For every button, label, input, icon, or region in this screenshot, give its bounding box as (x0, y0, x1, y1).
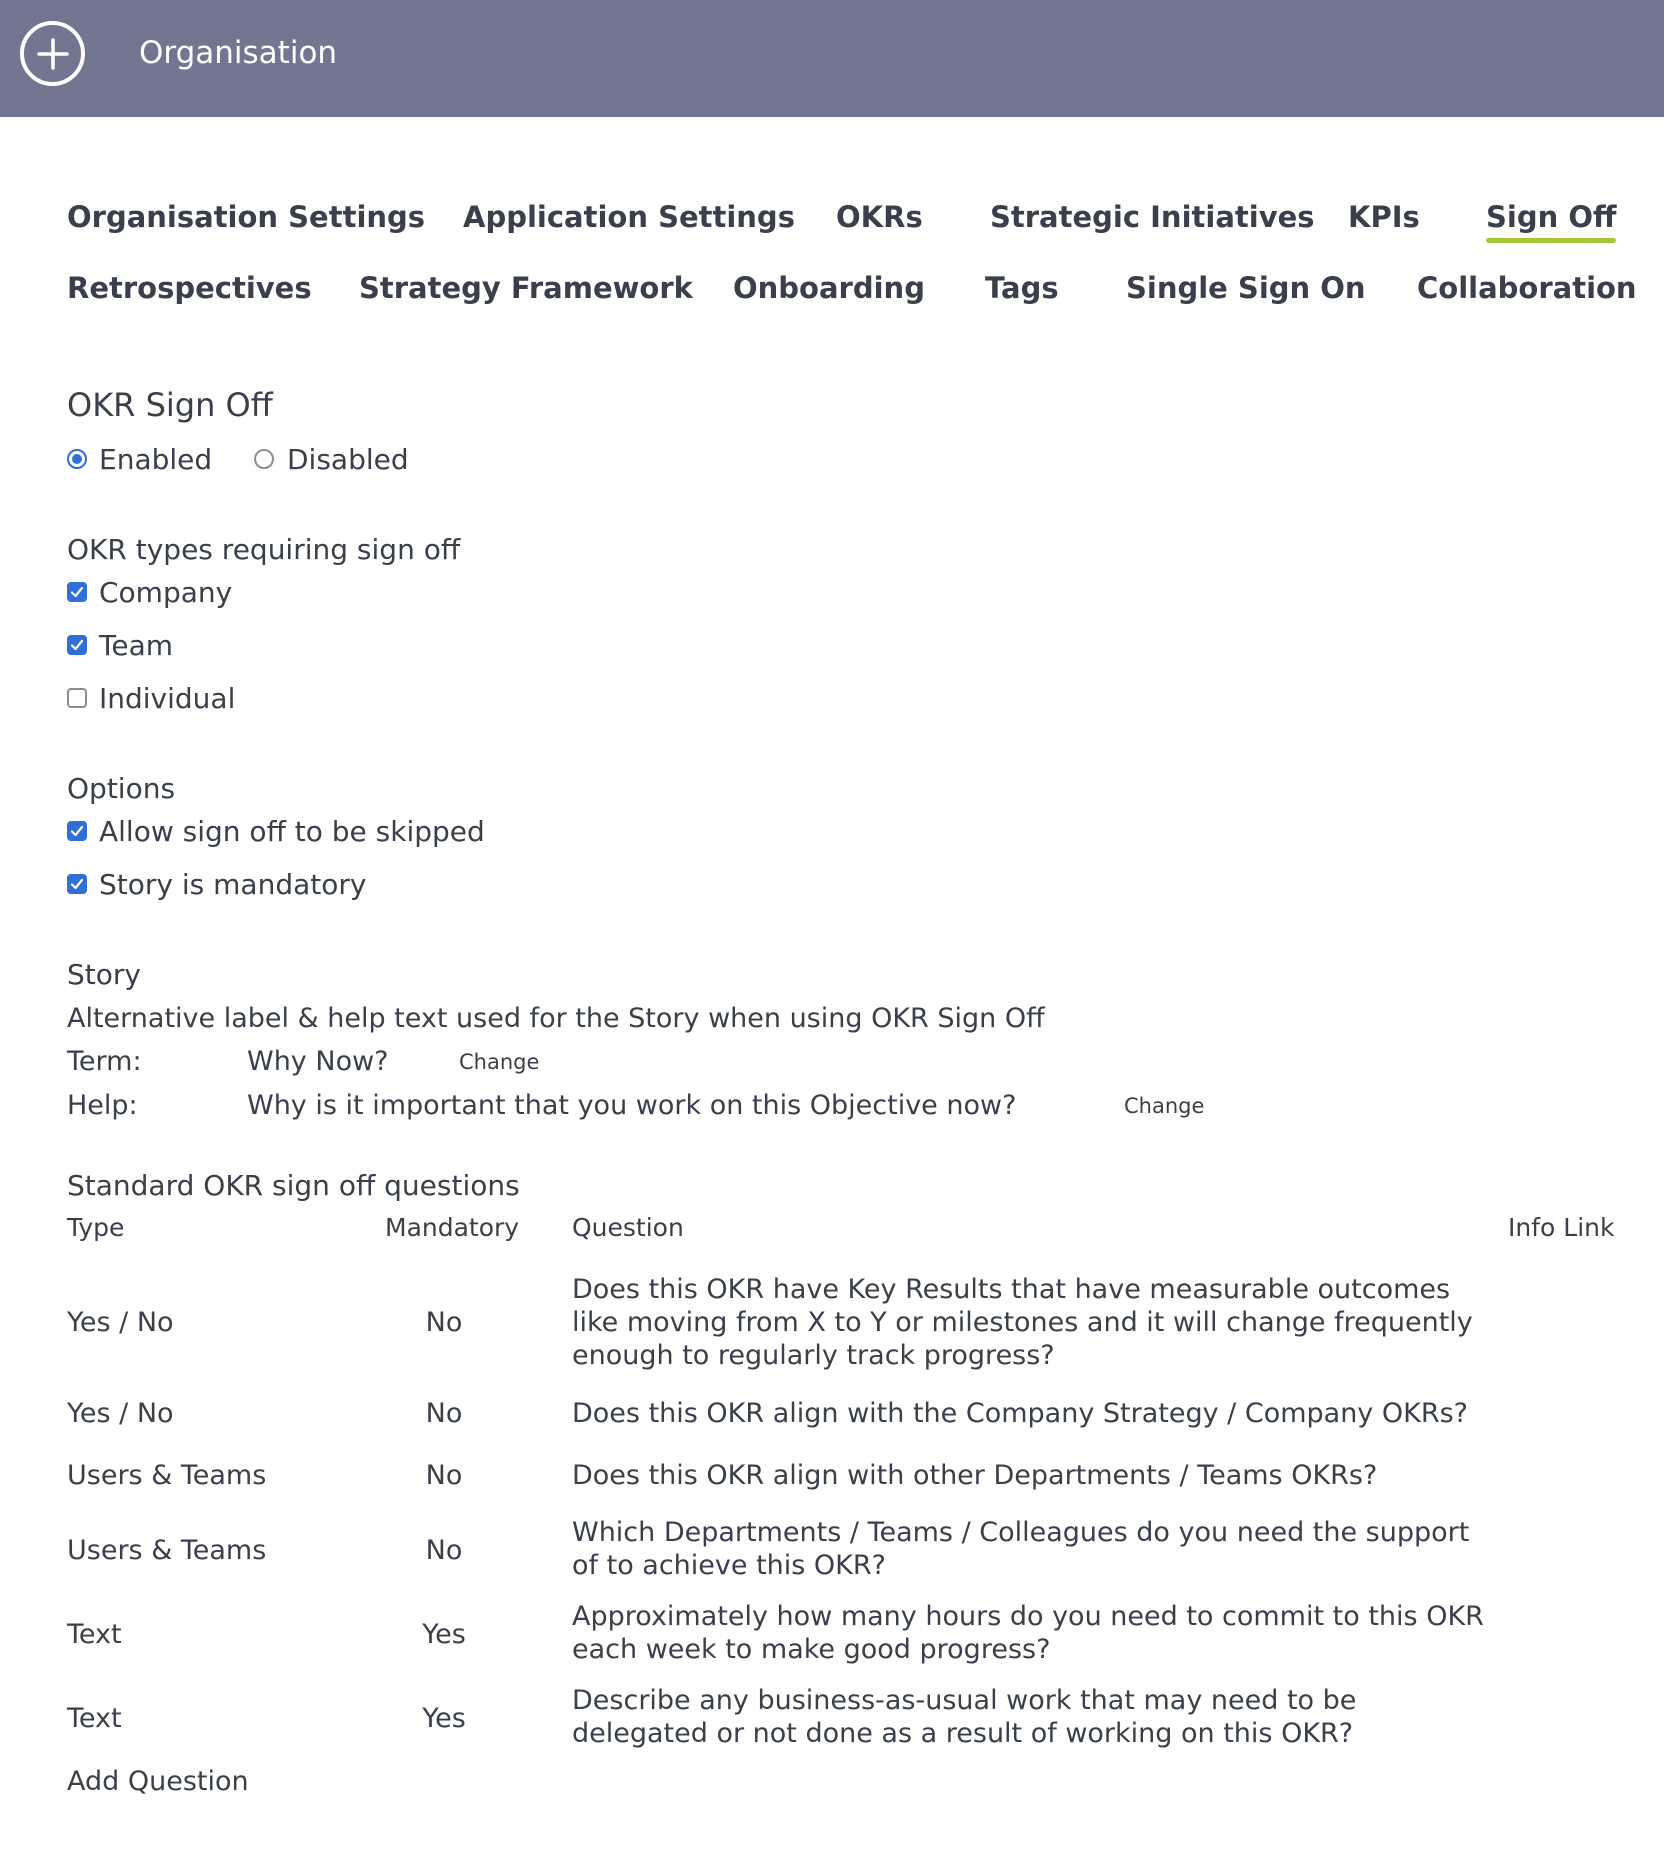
tab-retrospectives[interactable]: Retrospectives (67, 271, 312, 305)
row-type: Users & Teams (67, 1535, 267, 1566)
row-mandatory: No (425, 1307, 463, 1338)
row-question: Describe any business-as-usual work that may need to be delegated or not done as a result of working on this OKR? (572, 1685, 1357, 1749)
story-mandatory-label[interactable]: Story is mandatory (99, 868, 367, 901)
term-value: Why Now? (247, 1046, 389, 1077)
row-mandatory: Yes (422, 1619, 466, 1650)
row-question: Does this OKR have Key Results that have measurable outcomes like moving from X to Y or milestones and it will change frequently enough to regularly track progress? (572, 1274, 1473, 1371)
row-question: Does this OKR align with the Company Strategy / Company OKRs? (572, 1398, 1468, 1429)
tab-onboarding[interactable]: Onboarding (733, 271, 925, 305)
col-mandatory-header: Mandatory (385, 1213, 520, 1242)
story-description: Alternative label & help text used for the Story when using OKR Sign Off (67, 1003, 1045, 1034)
types-title: OKR types requiring sign off (67, 533, 461, 566)
app-header (0, 0, 1664, 117)
company-checkbox[interactable] (67, 582, 87, 602)
signoff-title: OKR Sign Off (67, 386, 273, 424)
tab-strategic-initiatives[interactable]: Strategic Initiatives (990, 200, 1315, 234)
story-title: Story (67, 958, 141, 991)
plus-circle-icon[interactable] (20, 21, 85, 86)
story-mandatory-checkbox[interactable] (67, 874, 87, 894)
tab-okrs[interactable]: OKRs (836, 200, 923, 234)
help-label: Help: (67, 1090, 138, 1121)
change-term-button[interactable]: Change (459, 1050, 540, 1074)
row-mandatory: No (425, 1535, 463, 1566)
allow-skip-checkbox[interactable] (67, 821, 87, 841)
add-question-button[interactable]: Add Question (67, 1766, 249, 1797)
help-value: Why is it important that you work on this Objective now? (247, 1090, 1017, 1121)
row-mandatory: No (425, 1398, 463, 1429)
tab-strategy-framework[interactable]: Strategy Framework (359, 271, 693, 305)
individual-checkbox[interactable] (67, 688, 87, 708)
row-question: Which Departments / Teams / Colleagues do you need the support of to achieve this OKR? (572, 1517, 1470, 1581)
row-type: Yes / No (67, 1307, 174, 1338)
options-title: Options (67, 772, 176, 805)
tab-kpis[interactable]: KPIs (1348, 200, 1420, 234)
row-mandatory: No (425, 1460, 463, 1491)
tab-collaboration[interactable]: Collaboration (1417, 271, 1637, 305)
row-question: Approximately how many hours do you need to commit to this OKR each week to make good progress? (572, 1601, 1484, 1665)
col-info-header: Info Link (1508, 1213, 1615, 1242)
enabled-label[interactable]: Enabled (99, 443, 213, 476)
individual-label[interactable]: Individual (99, 682, 236, 715)
company-label[interactable]: Company (99, 576, 233, 609)
team-checkbox[interactable] (67, 635, 87, 655)
row-mandatory: Yes (422, 1703, 466, 1734)
enabled-radio[interactable] (67, 449, 87, 469)
page-title: Organisation (139, 35, 338, 71)
disabled-radio[interactable] (254, 449, 274, 469)
row-type: Yes / No (67, 1398, 174, 1429)
tab-application-settings[interactable]: Application Settings (463, 200, 795, 234)
tab-tags[interactable]: Tags (985, 271, 1059, 305)
team-label[interactable]: Team (99, 629, 174, 662)
row-type: Users & Teams (67, 1460, 267, 1491)
tab-single-sign-on[interactable]: Single Sign On (1126, 271, 1366, 305)
questions-title: Standard OKR sign off questions (67, 1169, 520, 1202)
row-type: Text (67, 1619, 122, 1650)
disabled-label[interactable]: Disabled (287, 443, 409, 476)
term-label: Term: (67, 1046, 142, 1077)
row-type: Text (67, 1703, 122, 1734)
tab-organisation-settings[interactable]: Organisation Settings (67, 200, 426, 234)
col-type-header: Type (67, 1213, 125, 1242)
col-question-header: Question (572, 1213, 684, 1242)
change-help-button[interactable]: Change (1124, 1094, 1205, 1118)
allow-skip-label[interactable]: Allow sign off to be skipped (99, 815, 485, 848)
tab-sign-off[interactable]: Sign Off (1486, 200, 1617, 234)
row-question: Does this OKR align with other Departments / Teams OKRs? (572, 1460, 1378, 1491)
